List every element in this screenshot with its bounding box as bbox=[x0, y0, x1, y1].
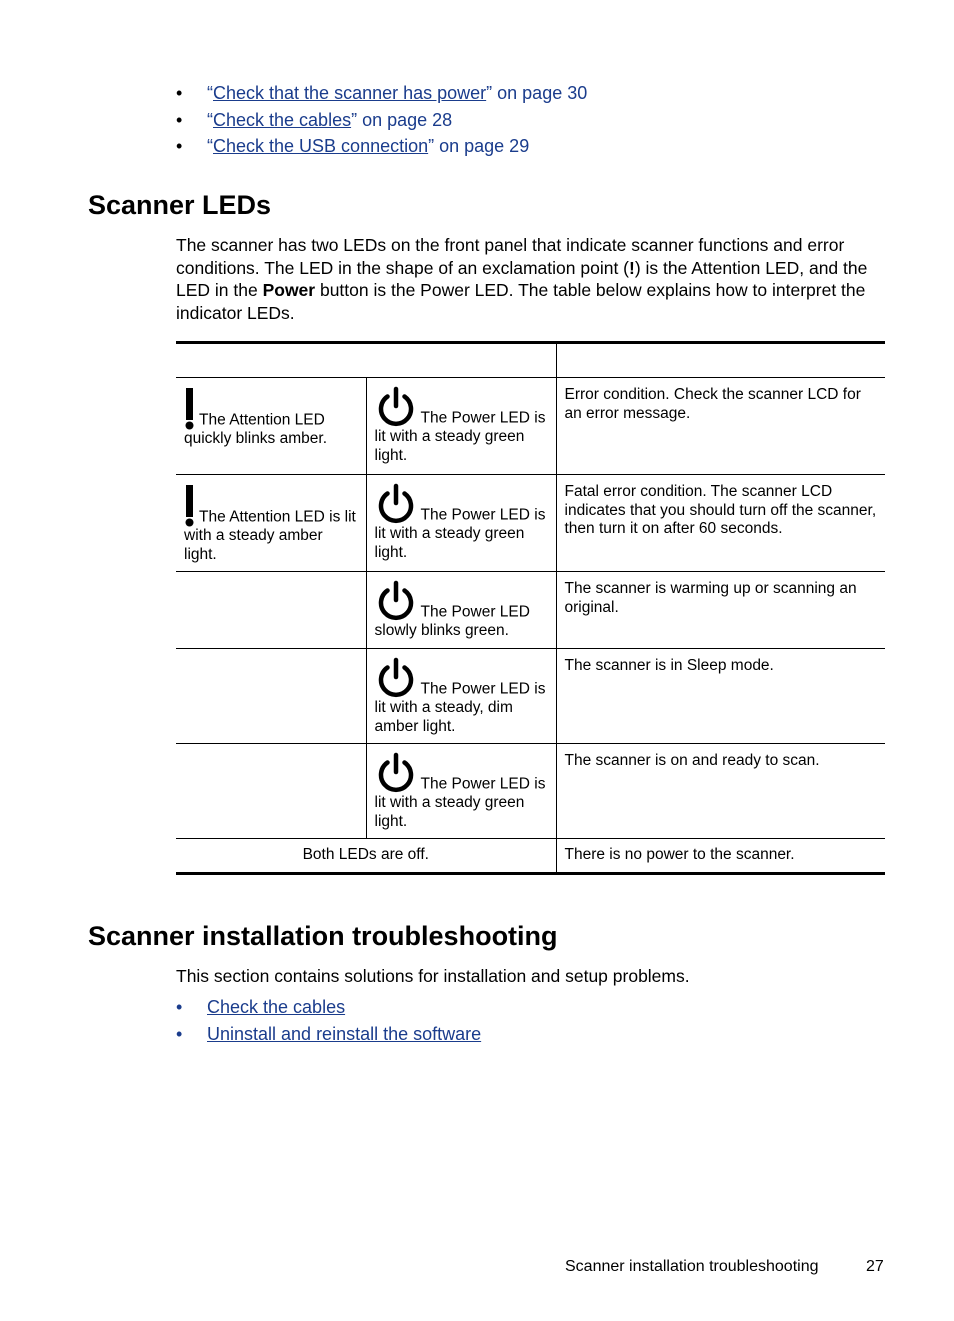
meaning-cell: Error condition. Check the scanner LCD for an error message. bbox=[556, 378, 885, 475]
table-row bbox=[176, 475, 885, 572]
table-row bbox=[176, 744, 885, 839]
power-cell bbox=[366, 744, 556, 839]
meaning-cell: The scanner is in Sleep mode. bbox=[556, 649, 885, 744]
footer-section-title: Scanner installation troubleshooting bbox=[565, 1258, 819, 1275]
attention-text: The Attention LED quickly blinks amber. bbox=[184, 411, 328, 447]
table-row bbox=[176, 649, 885, 744]
power-text: The Power LED is lit with a steady green light. bbox=[374, 409, 546, 464]
power-icon bbox=[375, 657, 417, 699]
table-header-cell bbox=[556, 343, 885, 378]
open-quote: “ bbox=[207, 109, 213, 130]
power-text: The Power LED is lit with a steady, dim amber light. bbox=[374, 680, 546, 735]
link-uninstall-reinstall[interactable]: Uninstall and reinstall the software bbox=[207, 1023, 482, 1044]
leds-intro-paragraph bbox=[176, 234, 888, 324]
power-icon bbox=[375, 483, 417, 525]
intro-bang: ! bbox=[629, 257, 635, 278]
open-quote: “ bbox=[207, 136, 213, 156]
exclamation-icon bbox=[184, 386, 195, 430]
bullet: • bbox=[176, 136, 183, 156]
meaning-cell: There is no power to the scanner. bbox=[556, 839, 885, 874]
section-heading-installation-troubleshooting: Scanner installation troubleshooting bbox=[88, 921, 558, 951]
exclamation-icon bbox=[184, 483, 195, 527]
table-row bbox=[176, 572, 885, 649]
attention-cell bbox=[176, 475, 366, 572]
attention-text: The Attention LED is lit with a steady amber light. bbox=[184, 508, 356, 563]
installation-link-list bbox=[176, 994, 481, 1047]
table-row bbox=[176, 839, 885, 874]
intro-text: ) is the Attention LED, and the LED in the bbox=[176, 257, 868, 300]
table-header-row bbox=[176, 343, 885, 378]
xref-link-check-usb[interactable]: Check the USB connection bbox=[213, 136, 429, 156]
both-leds-cell: Both LEDs are off. bbox=[176, 839, 556, 874]
xref-suffix: ” on page 28 bbox=[351, 109, 453, 130]
power-icon bbox=[375, 580, 417, 622]
power-text: The Power LED is lit with a steady green light. bbox=[374, 775, 546, 830]
attention-cell bbox=[176, 572, 366, 649]
power-icon bbox=[375, 386, 417, 428]
xref-item bbox=[176, 80, 587, 107]
attention-cell bbox=[176, 744, 366, 839]
intro-text: The scanner has two LEDs on the front panel that indicate scanner functions and error conditions. The LED in the shape of an exclamation point ( bbox=[176, 235, 845, 278]
attention-cell bbox=[176, 378, 366, 475]
xref-item bbox=[176, 133, 587, 160]
bullet: • bbox=[176, 83, 183, 103]
section-heading-scanner-leds: Scanner LEDs bbox=[88, 190, 272, 220]
power-icon bbox=[375, 752, 417, 794]
meaning-cell: The scanner is on and ready to scan. bbox=[556, 744, 885, 839]
page-number: 27 bbox=[866, 1258, 884, 1275]
open-quote: “ bbox=[207, 83, 213, 103]
bullet: • bbox=[176, 1023, 183, 1044]
power-cell bbox=[366, 475, 556, 572]
xref-link-check-power[interactable]: Check that the scanner has power bbox=[213, 83, 487, 103]
meaning-cell: The scanner is warming up or scanning an original. bbox=[556, 572, 885, 649]
power-text: The Power LED slowly blinks green. bbox=[374, 603, 530, 639]
list-item bbox=[176, 1021, 481, 1048]
cross-reference-list bbox=[176, 80, 587, 160]
link-check-cables[interactable]: Check the cables bbox=[207, 997, 346, 1017]
power-cell bbox=[366, 572, 556, 649]
attention-cell bbox=[176, 649, 366, 744]
intro-power-word: Power bbox=[262, 280, 316, 300]
xref-link-check-cables[interactable]: Check the cables bbox=[213, 109, 352, 130]
xref-suffix: ” on page 30 bbox=[486, 83, 588, 103]
bullet: • bbox=[176, 109, 183, 130]
table-row bbox=[176, 378, 885, 475]
list-item bbox=[176, 994, 481, 1021]
led-table bbox=[176, 341, 885, 875]
bullet: • bbox=[176, 997, 183, 1017]
meaning-cell: Fatal error condition. The scanner LCD indicates that you should turn off the scanner, then turn it on after 60 seconds. bbox=[556, 475, 885, 572]
table-header-cell bbox=[176, 343, 556, 378]
installation-intro-paragraph: This section contains solutions for installation and setup problems. bbox=[176, 966, 690, 986]
power-cell bbox=[366, 649, 556, 744]
power-cell bbox=[366, 378, 556, 475]
xref-suffix: ” on page 29 bbox=[428, 136, 530, 156]
intro-text: button is the Power LED. The table below explains how to interpret the indicator LEDs. bbox=[176, 280, 866, 323]
power-text: The Power LED is lit with a steady green light. bbox=[374, 506, 546, 561]
xref-item bbox=[176, 107, 587, 134]
